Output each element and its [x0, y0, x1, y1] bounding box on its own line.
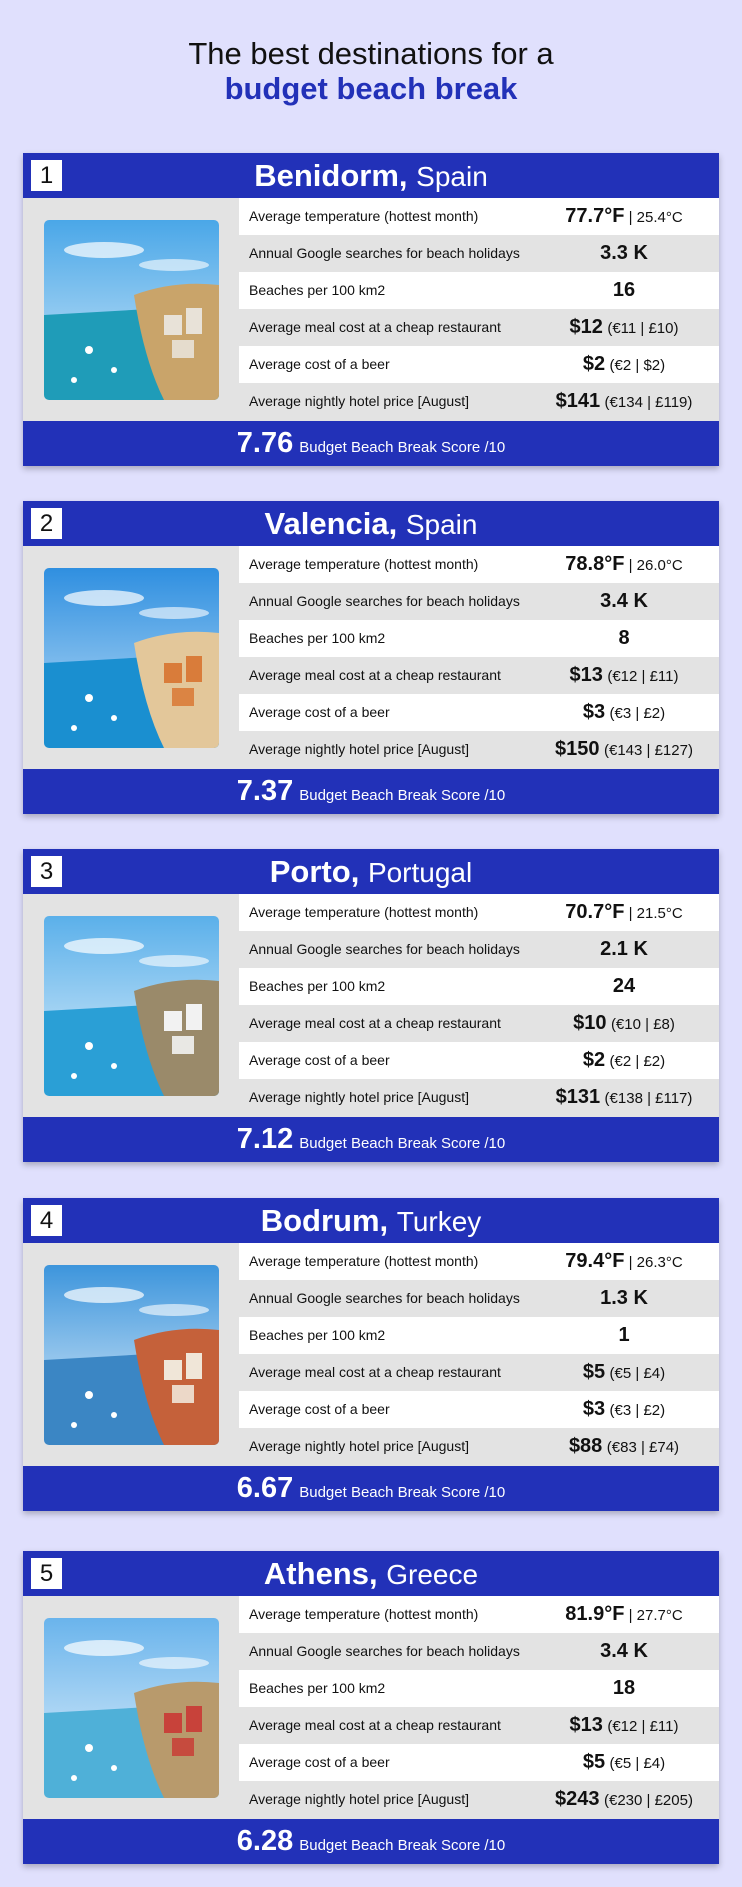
meal-alt-value: (€11 | £10) — [607, 320, 679, 337]
score-value: 7.37 — [236, 775, 294, 807]
stat-value — [539, 309, 709, 347]
stat-row — [239, 1707, 719, 1744]
stat-label: Average temperature (hottest month) — [249, 904, 479, 920]
temp-f: 78.8°F — [565, 553, 625, 575]
hotel-alt-value: (€230 | £205) — [603, 1792, 693, 1809]
meal-value: $13 — [569, 1714, 603, 1736]
stat-label: Average nightly hotel price [August] — [249, 1089, 469, 1105]
stat-row — [239, 546, 719, 583]
rank-badge: 4 — [31, 1205, 62, 1236]
stat-value — [539, 1391, 709, 1429]
hotel-value: $243 — [555, 1788, 600, 1810]
beaches-value: 24 — [612, 975, 636, 997]
score-label: Budget Beach Break Score /10 — [299, 439, 506, 456]
stat-value — [539, 346, 709, 384]
stat-label: Beaches per 100 km2 — [249, 1327, 386, 1343]
country-name: Greece — [386, 1559, 479, 1590]
searches-value: 2.1 K — [600, 938, 648, 960]
stat-row — [239, 309, 719, 346]
meal-alt-value: (€12 | £11) — [607, 668, 679, 685]
searches-value: 3.4 K — [600, 590, 648, 612]
country-name: Portugal — [367, 857, 473, 888]
stat-value — [539, 1005, 709, 1043]
page-title — [0, 36, 742, 106]
stat-row — [239, 1280, 719, 1317]
beer-value: $3 — [582, 701, 606, 723]
beaches-value: 16 — [612, 279, 636, 301]
country-name: Spain — [416, 161, 488, 192]
meal-value: $10 — [573, 1012, 607, 1034]
stat-row — [239, 1317, 719, 1354]
score-label: Budget Beach Break Score /10 — [299, 1135, 506, 1152]
stat-label: Average cost of a beer — [249, 1754, 390, 1770]
searches-value: 3.4 K — [600, 1640, 648, 1662]
destination-photo — [44, 916, 219, 1096]
score-bar — [23, 769, 719, 814]
score-label: Budget Beach Break Score /10 — [299, 787, 506, 804]
city-name: Benidorm — [254, 158, 399, 193]
stat-value — [539, 1079, 709, 1117]
stat-label: Annual Google searches for beach holidays — [249, 593, 520, 609]
stat-value — [539, 383, 709, 421]
city-name: Athens — [263, 1556, 369, 1591]
stat-label: Average meal cost at a cheap restaurant — [249, 1364, 501, 1380]
stat-row — [239, 620, 719, 657]
destination-card — [23, 849, 719, 1162]
hotel-value: $88 — [568, 1435, 603, 1457]
stats-table — [239, 1243, 719, 1465]
city-name: Valencia — [264, 506, 389, 541]
stat-value — [539, 1781, 709, 1819]
beer-alt-value: (€5 | £4) — [609, 1755, 666, 1772]
stat-row — [239, 583, 719, 620]
hotel-value: $141 — [555, 390, 601, 412]
beaches-value: 18 — [612, 1677, 636, 1699]
stat-label: Average temperature (hottest month) — [249, 1253, 479, 1269]
stats-table — [239, 198, 719, 420]
meal-value: $12 — [569, 316, 603, 338]
score-bar — [23, 1466, 719, 1511]
stat-value — [539, 694, 709, 732]
score-value: 6.67 — [236, 1472, 294, 1504]
hotel-alt-value: (€143 | £127) — [603, 742, 693, 759]
stat-row — [239, 1079, 719, 1116]
stat-value — [539, 1707, 709, 1745]
stat-label: Average cost of a beer — [249, 1052, 390, 1068]
stat-label: Average nightly hotel price [August] — [249, 741, 469, 757]
meal-alt-value: (€12 | £11) — [607, 1718, 679, 1735]
hotel-value: $131 — [555, 1086, 601, 1108]
stat-row — [239, 272, 719, 309]
stat-row — [239, 657, 719, 694]
destination-photo — [44, 568, 219, 748]
stat-row — [239, 1670, 719, 1707]
page-title-line2: budget beach break — [224, 71, 518, 106]
stat-label: Average meal cost at a cheap restaurant — [249, 1015, 501, 1031]
stat-row — [239, 931, 719, 968]
beer-alt-value: (€2 | $2) — [609, 357, 666, 374]
city-name: Porto — [269, 854, 351, 889]
stat-label: Annual Google searches for beach holidays — [249, 245, 520, 261]
stat-label: Average cost of a beer — [249, 704, 390, 720]
stat-row — [239, 694, 719, 731]
stat-label: Beaches per 100 km2 — [249, 1680, 386, 1696]
stat-value — [539, 1042, 709, 1080]
stat-value — [539, 583, 709, 621]
stat-label: Average nightly hotel price [August] — [249, 1791, 469, 1807]
meal-alt-value: (€10 | £8) — [610, 1016, 675, 1033]
score-bar — [23, 1117, 719, 1162]
destination-card — [23, 1551, 719, 1864]
searches-value: 1.3 K — [600, 1287, 648, 1309]
card-header: 1 Benidorm, Spain — [23, 153, 719, 198]
stats-table — [239, 894, 719, 1116]
stat-row — [239, 346, 719, 383]
score-bar — [23, 1819, 719, 1864]
stat-value — [539, 235, 709, 273]
destination-photo — [44, 220, 219, 400]
stat-row — [239, 383, 719, 420]
stat-row — [239, 1042, 719, 1079]
destination-photo — [44, 1618, 219, 1798]
rank-badge: 3 — [31, 856, 62, 887]
temp-c: 27.7°C — [636, 1607, 683, 1624]
score-bar — [23, 421, 719, 466]
beaches-value: 8 — [618, 627, 630, 649]
stat-label: Average meal cost at a cheap restaurant — [249, 667, 501, 683]
stat-row — [239, 1633, 719, 1670]
destination-card — [23, 1198, 719, 1511]
beer-value: $5 — [582, 1751, 606, 1773]
rank-badge: 2 — [31, 508, 62, 539]
score-value: 7.12 — [236, 1123, 294, 1155]
temp-c: 26.0°C — [636, 557, 683, 574]
stat-row — [239, 1428, 719, 1465]
stat-value — [539, 731, 709, 769]
stat-label: Average temperature (hottest month) — [249, 556, 479, 572]
hotel-alt-value: (€83 | £74) — [606, 1439, 680, 1456]
temp-f: 70.7°F — [565, 901, 625, 923]
country-name: Spain — [405, 509, 478, 540]
temp-f: 79.4°F — [565, 1250, 625, 1272]
country-name: Turkey — [396, 1206, 482, 1237]
hotel-alt-value: (€138 | £117) — [604, 1090, 693, 1107]
beer-alt-value: (€3 | £2) — [609, 1402, 666, 1419]
destination-photo — [44, 1265, 219, 1445]
destination-card — [23, 153, 719, 466]
stat-label: Annual Google searches for beach holidays — [249, 1290, 520, 1306]
stat-value: 81.9°F | 27.7°C — [565, 1603, 683, 1625]
stat-row — [239, 235, 719, 272]
card-header: 3 Porto, Portugal — [23, 849, 719, 894]
destination-card — [23, 501, 719, 814]
stat-row — [239, 968, 719, 1005]
stat-value — [539, 1280, 709, 1318]
rank-badge: 5 — [31, 1558, 62, 1589]
temp-c: 21.5°C — [636, 905, 683, 922]
stat-label: Average nightly hotel price [August] — [249, 1438, 469, 1454]
stat-value — [539, 1317, 709, 1355]
stat-row — [239, 1243, 719, 1280]
stat-label: Average temperature (hottest month) — [249, 1606, 479, 1622]
stat-label: Average meal cost at a cheap restaurant — [249, 319, 501, 335]
city-name: Bodrum — [260, 1203, 380, 1238]
hotel-value: $150 — [555, 738, 600, 760]
stats-table — [239, 1596, 719, 1818]
card-header: 2 Valencia, Spain — [23, 501, 719, 546]
stats-table — [239, 546, 719, 768]
card-header: 5 Athens, Greece — [23, 1551, 719, 1596]
score-label: Budget Beach Break Score /10 — [299, 1837, 506, 1854]
stat-label: Average temperature (hottest month) — [249, 208, 479, 224]
stat-value: 70.7°F | 21.5°C — [565, 901, 683, 923]
stat-value — [539, 968, 709, 1006]
stat-row — [239, 1781, 719, 1818]
meal-alt-value: (€5 | £4) — [609, 1365, 666, 1382]
stat-value — [539, 1633, 709, 1671]
stat-value — [539, 1428, 709, 1466]
stat-label: Annual Google searches for beach holidays — [249, 941, 520, 957]
stat-row — [239, 894, 719, 931]
beer-value: $2 — [582, 1049, 606, 1071]
stat-value — [539, 657, 709, 695]
stat-row — [239, 1744, 719, 1781]
stat-row — [239, 1354, 719, 1391]
meal-value: $13 — [569, 664, 603, 686]
stat-label: Average nightly hotel price [August] — [249, 393, 469, 409]
score-value: 7.76 — [236, 427, 294, 459]
temp-f: 77.7°F — [565, 205, 625, 227]
stat-row — [239, 1005, 719, 1042]
stat-row — [239, 1391, 719, 1428]
stat-value — [539, 1670, 709, 1708]
rank-badge: 1 — [31, 160, 62, 191]
stat-row — [239, 1596, 719, 1633]
page-title-line1: The best destinations for a — [188, 36, 554, 71]
beer-alt-value: (€2 | £2) — [609, 1053, 666, 1070]
stat-value — [539, 620, 709, 658]
searches-value: 3.3 K — [600, 242, 648, 264]
stat-label: Average cost of a beer — [249, 1401, 390, 1417]
stat-label: Beaches per 100 km2 — [249, 630, 386, 646]
stat-row — [239, 198, 719, 235]
hotel-alt-value: (€134 | £119) — [604, 394, 693, 411]
score-label: Budget Beach Break Score /10 — [299, 1484, 506, 1501]
card-header: 4 Bodrum, Turkey — [23, 1198, 719, 1243]
temp-f: 81.9°F — [565, 1603, 625, 1625]
stat-value — [539, 1354, 709, 1392]
beaches-value: 1 — [618, 1324, 630, 1346]
stat-value: 77.7°F | 25.4°C — [565, 205, 683, 227]
temp-c: 26.3°C — [636, 1254, 683, 1271]
stat-label: Average meal cost at a cheap restaurant — [249, 1717, 501, 1733]
stat-label: Beaches per 100 km2 — [249, 282, 386, 298]
beer-value: $2 — [582, 353, 606, 375]
stat-label: Average cost of a beer — [249, 356, 390, 372]
stat-value: 78.8°F | 26.0°C — [565, 553, 683, 575]
stat-label: Beaches per 100 km2 — [249, 978, 386, 994]
stat-value: 79.4°F | 26.3°C — [565, 1250, 683, 1272]
stat-label: Annual Google searches for beach holidays — [249, 1643, 520, 1659]
temp-c: 25.4°C — [636, 209, 683, 226]
beer-value: $3 — [582, 1398, 606, 1420]
stat-value — [539, 272, 709, 310]
stat-row — [239, 731, 719, 768]
stat-value — [539, 931, 709, 969]
meal-value: $5 — [582, 1361, 606, 1383]
stat-value — [539, 1744, 709, 1782]
score-value: 6.28 — [236, 1825, 294, 1857]
beer-alt-value: (€3 | £2) — [609, 705, 666, 722]
